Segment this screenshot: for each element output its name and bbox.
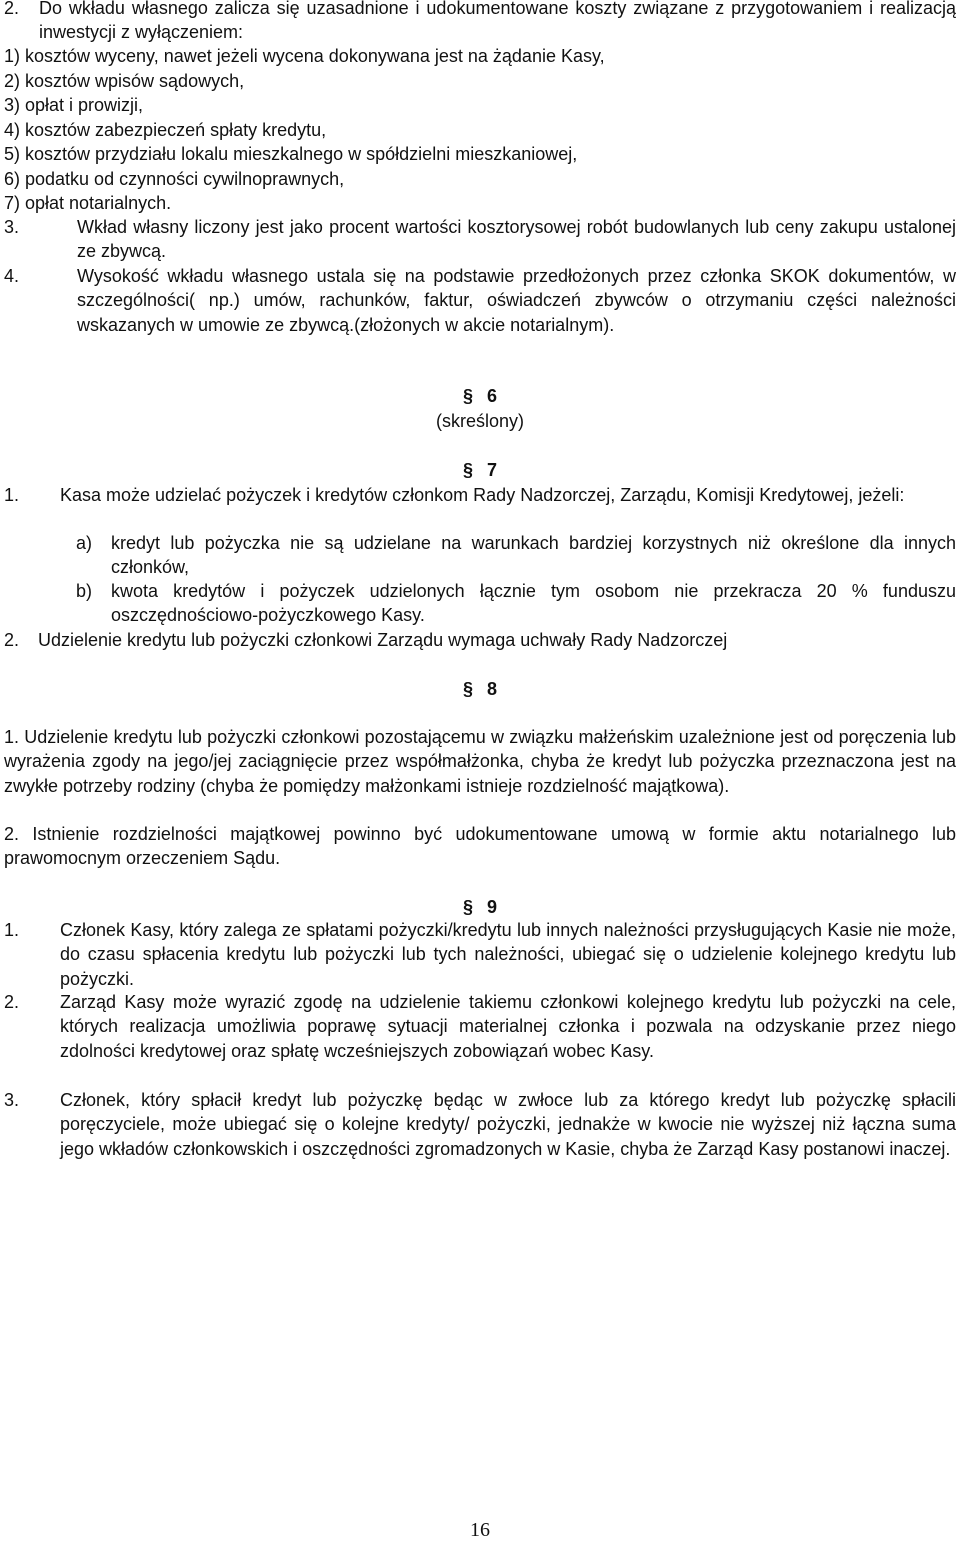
paragraph-text: Członek Kasy, który zalega ze spłatami pożyczki/kredytu lub innych należności przysługujących Kasie nie może, do czasu spłacenia kredytu lub pożyczki lub tych należności, ubiegać się o udzielenie kolejnego kredytu lub pożyczki. bbox=[60, 920, 956, 989]
paragraph-text: Członek, który spłacił kredyt lub pożyczkę będąc w zwłoce lub za którego kredyt lub pożyczkę spłacili poręczyciele, może ubiegać się o kolejne kredyty/ pożyczki, jednakże w kwocie nie wyższej niż łączna suma jego wkładów członkowskich i oszczędności zgromadzonych w Kasie, chyba że Zarząd Kasy postanowi inaczej. bbox=[60, 1090, 956, 1159]
exclusion-item-7: 7) opłat notarialnych. bbox=[4, 193, 172, 213]
section-symbol: § bbox=[462, 897, 473, 917]
paragraph-text: Wysokość wkładu własnego ustala się na podstawie przedłożonych przez członka SKOK dokumentów, w szczególności( np.) umów, rachunków, faktur, oświadczeń zbywców o otrzymaniu części należności wskazanych w umowie ze zbywcą.(złożonych w akcie notarialnym). bbox=[77, 266, 956, 335]
paragraph-text: Kasa może udzielać pożyczek i kredytów członkom Rady Nadzorczej, Zarządu, Komisji Kredytowej, jeżeli: bbox=[60, 485, 905, 505]
paragraph-number: 1. bbox=[4, 485, 20, 505]
exclusion-item-2: 2) kosztów wpisów sądowych, bbox=[4, 71, 245, 91]
section-9-heading bbox=[0, 895, 960, 919]
section-symbol: § bbox=[462, 460, 473, 480]
condition-text: kwota kredytów i pożyczek udzielonych łącznie tym osobom nie przekracza 20 % funduszu oszczędnościowo-pożyczkowego Kasy. bbox=[111, 581, 956, 626]
paragraph-9-1 bbox=[4, 918, 956, 991]
paragraph-8-2: 2. Istnienie rozdzielności majątkowej powinno być udokumentowane umową w formie aktu notarialnego lub prawomocnym orzeczeniem Sądu. bbox=[4, 824, 956, 869]
section-6-subtitle: (skreślony) bbox=[435, 411, 524, 431]
section-number: 7 bbox=[487, 460, 498, 480]
paragraph-5-2 bbox=[4, 0, 956, 45]
page-number: 16 bbox=[470, 1519, 490, 1541]
condition-letter: a) bbox=[76, 533, 93, 553]
section-number: 8 bbox=[487, 679, 498, 699]
paragraph-9-2 bbox=[4, 990, 956, 1063]
paragraph-number: 2. bbox=[4, 630, 20, 650]
section-number: 9 bbox=[487, 897, 498, 917]
condition-a bbox=[76, 531, 956, 580]
section-symbol: § bbox=[462, 679, 473, 699]
exclusion-item-6: 6) podatku od czynności cywilnoprawnych, bbox=[4, 169, 345, 189]
section-8-heading bbox=[0, 677, 960, 701]
section-6-heading bbox=[0, 384, 960, 408]
paragraph-number: 3. bbox=[4, 1090, 20, 1110]
paragraph-number: 2. bbox=[4, 992, 20, 1012]
section-number: 6 bbox=[487, 386, 498, 406]
paragraph-text: Zarząd Kasy może wyrazić zgodę na udzielenie takiemu członkowi kolejnego kredytu lub pożyczki na cele, których realizacja umożliwia poprawę sytuacji materialnej członka i pozwala na odzyskanie przez niego zdolności kredytowej oraz spłatę wcześniejszych zobowiązań wobec Kasy. bbox=[60, 992, 956, 1061]
paragraph-number: 3. bbox=[4, 217, 20, 237]
section-7-heading bbox=[0, 458, 960, 482]
paragraph-text: Do wkładu własnego zalicza się uzasadnione i udokumentowane koszty związane z przygotowaniem i realizacją inwestycji z wyłączeniem: bbox=[39, 0, 956, 43]
paragraph-number: 1. bbox=[4, 920, 20, 940]
exclusion-item-3: 3) opłat i prowizji, bbox=[4, 95, 144, 115]
paragraph-number: 2. bbox=[4, 0, 20, 18]
paragraph-text: Udzielenie kredytu lub pożyczki członkowi Zarządu wymaga uchwały Rady Nadzorczej bbox=[38, 630, 728, 650]
paragraph-5-4 bbox=[4, 264, 956, 337]
condition-text: kredyt lub pożyczka nie są udzielane na warunkach bardziej korzystnych niż określone dla innych członków, bbox=[111, 533, 956, 578]
exclusion-item-5: 5) kosztów przydziału lokalu mieszkalnego w spółdzielni mieszkaniowej, bbox=[4, 144, 578, 164]
paragraph-7-1 bbox=[4, 483, 956, 507]
condition-letter: b) bbox=[76, 581, 93, 601]
exclusion-item-1: 1) kosztów wyceny, nawet jeżeli wycena dokonywana jest na żądanie Kasy, bbox=[4, 46, 605, 66]
exclusion-item-4: 4) kosztów zabezpieczeń spłaty kredytu, bbox=[4, 120, 327, 140]
paragraph-9-3 bbox=[4, 1088, 956, 1161]
paragraph-7-2 bbox=[4, 628, 956, 652]
paragraph-number: 4. bbox=[4, 266, 20, 286]
paragraph-text: Wkład własny liczony jest jako procent wartości kosztorysowej robót budowlanych lub ceny zakupu ustalonej ze zbywcą. bbox=[77, 217, 956, 262]
paragraph-5-3 bbox=[4, 215, 956, 264]
paragraph-8-1: 1. Udzielenie kredytu lub pożyczki członkowi pozostającemu w związku małżeńskim uzależnione jest od poręczenia lub wyrażenia zgody na jego/jej zaciągnięcie przez współmałżonka, chyba że kredyt lub pożyczka przeznaczona jest na zwykłe potrzeby rodziny (chyba że pomiędzy małżonkami istnieje rozdzielność majątkowa). bbox=[4, 727, 956, 796]
section-symbol: § bbox=[462, 386, 473, 406]
condition-b bbox=[76, 579, 956, 628]
